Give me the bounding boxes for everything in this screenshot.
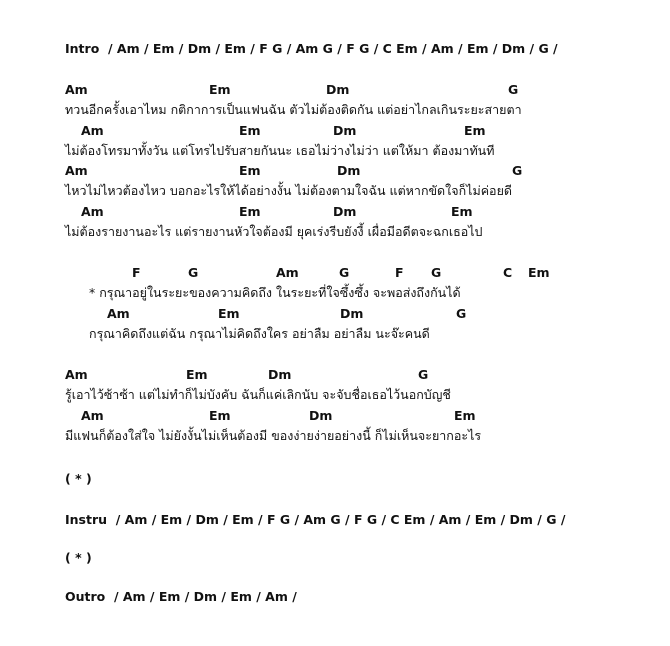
chord: Am [65,163,88,178]
chord: G [418,367,429,382]
lyric-line: ทวนอีกครั้งเอาไหม กติกาการเป็นแฟนฉัน ตัวไม่ต้องติดกัน แต่อย่าไกลเกินระยะสายตา [65,102,522,117]
chord: Dm [337,163,361,178]
chord: Am [65,82,88,97]
chord: Em [218,306,240,321]
chorus-repeat-marker: ( * ) [65,471,92,486]
chord: Am [81,408,104,423]
chord: C [503,265,513,280]
lyric-line: กรุณาคิดถึงแต่ฉัน กรุณาไม่คิดถึงใคร อย่าลืม อย่าลืม นะจ๊ะคนดี [89,326,430,341]
chord: Em [239,204,261,219]
chord: Am [81,123,104,138]
chord: Em [454,408,476,423]
lyric-line: * กรุณาอยู่ในระยะของความคิดถึง ในระยะที่ใจซึ้งซึ้ง จะพอส่งถึงกันได้ [89,285,461,300]
chord: Em [209,408,231,423]
chord: G [512,163,523,178]
chord: Em [209,82,231,97]
chord: Am [276,265,299,280]
chord: Dm [268,367,292,382]
chord: G [508,82,519,97]
chord: Dm [333,123,357,138]
chord: Dm [340,306,364,321]
lyric-line: มีแฟนก็ต้องใส่ใจ ไม่ยังงั้นไม่เห็นต้องมี ของง่ายง่ายอย่างนี้ ก็ไม่เห็นจะยากอะไร [65,428,482,443]
chorus-repeat-marker: ( * ) [65,550,92,565]
chord: Em [464,123,486,138]
outro-line: Outro / Am / Em / Dm / Em / Am / [65,589,297,604]
lyric-line: รู้เอาไว้ซ้าซ้า แต่ไม่ทำก็ไม่บังคับ ฉันก็แค่เลิกนับ จะจับชื่อเธอไว้นอกบัญชี [65,387,451,402]
chord: G [431,265,442,280]
chord: G [188,265,199,280]
chord: Em [451,204,473,219]
chord: Dm [333,204,357,219]
chord: G [339,265,350,280]
lyric-line: ไม่ต้องรายงานอะไร แต่รายงานหัวใจต้องมี ยุคเร่งรีบยังงี้ เผื่อมีอดีตจะฉกเธอไป [65,224,483,239]
chord: F [395,265,404,280]
chord: Am [65,367,88,382]
chord: Dm [326,82,350,97]
chord: Em [239,163,261,178]
chord: Am [81,204,104,219]
lyric-line: ไหวไม่ไหวต้องไหว บอกอะไรให้ได้อย่างงั้น ไม่ต้องตามใจฉัน แต่หากขัดใจก็ไม่ค่อยดี [65,183,513,198]
chord: Em [239,123,261,138]
chord: Dm [309,408,333,423]
chord: Am [107,306,130,321]
intro-line: Intro / Am / Em / Dm / Em / F G / Am G / F G / C Em / Am / Em / Dm / G / [65,41,558,56]
chord: Em [528,265,550,280]
lyric-line: ไม่ต้องโทรมาทั้งวัน แต่โทรไปรับสายกันนะ เธอไม่ว่างไม่ว่า แต่ให้มา ต้องมาทันที [65,143,495,158]
instru-line: Instru / Am / Em / Dm / Em / F G / Am G / F G / C Em / Am / Em / Dm / G / [65,512,566,527]
chord: G [456,306,467,321]
chord: Em [186,367,208,382]
chord: F [132,265,141,280]
